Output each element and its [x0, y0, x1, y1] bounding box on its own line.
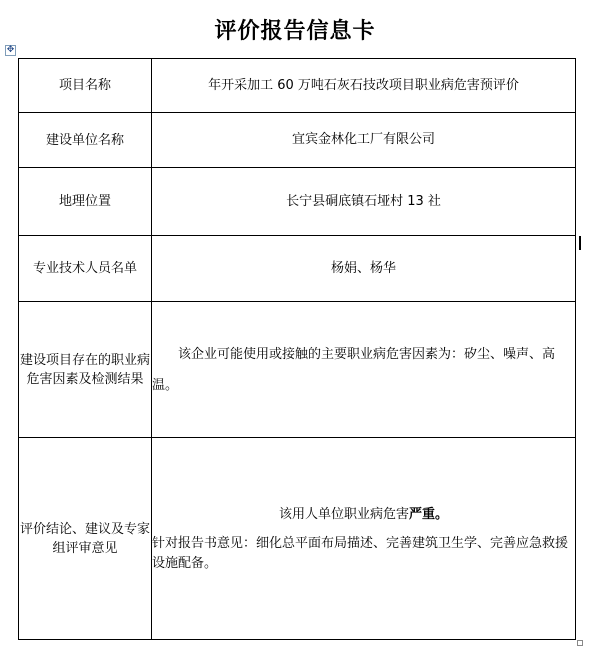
- conclusion-prefix: 该用人单位职业病危害: [278, 507, 409, 522]
- conclusion-text: [152, 503, 575, 522]
- table-resize-handle-icon[interactable]: [577, 640, 583, 646]
- table-row-construction-unit: [19, 113, 576, 168]
- table-row-location: [19, 168, 576, 236]
- info-table: [18, 58, 576, 640]
- table-move-handle-icon[interactable]: ✥: [6, 45, 15, 55]
- opinion-text: 针对报告书意见：细化总平面布局描述、完善建筑卫生学、完善应急救援设施配备。: [152, 536, 569, 571]
- label-construction-unit: 建设单位名称: [19, 113, 152, 168]
- value-location[interactable]: 长宁县硐底镇石垭村 13 社: [152, 168, 576, 236]
- text-cursor-icon: [579, 236, 581, 250]
- value-staff[interactable]: 杨娟、杨华: [152, 236, 576, 302]
- table-row-staff: [19, 236, 576, 302]
- value-construction-unit[interactable]: 宜宾金林化工厂有限公司: [152, 113, 576, 168]
- label-staff: 专业技术人员名单: [19, 236, 152, 302]
- value-conclusion[interactable]: [152, 438, 576, 640]
- table-row-conclusion: [19, 438, 576, 640]
- table-row-project-name: [19, 59, 576, 113]
- table-row-hazards: [19, 302, 576, 438]
- value-project-name[interactable]: 年开采加工 60 万吨石灰石技改项目职业病危害预评价: [152, 59, 576, 113]
- conclusion-emphasis: 严重。: [409, 507, 449, 522]
- hazards-text: 该企业可能使用或接触的主要职业病危害因素为：矽尘、噪声、高温。: [152, 346, 556, 393]
- value-hazards[interactable]: [152, 302, 576, 438]
- label-location: 地理位置: [19, 168, 152, 236]
- label-conclusion: 评价结论、建议及专家组评审意见: [19, 438, 152, 640]
- label-project-name: 项目名称: [19, 59, 152, 113]
- page-title: 评价报告信息卡: [214, 19, 376, 44]
- label-hazards: 建设项目存在的职业病危害因素及检测结果: [19, 302, 152, 438]
